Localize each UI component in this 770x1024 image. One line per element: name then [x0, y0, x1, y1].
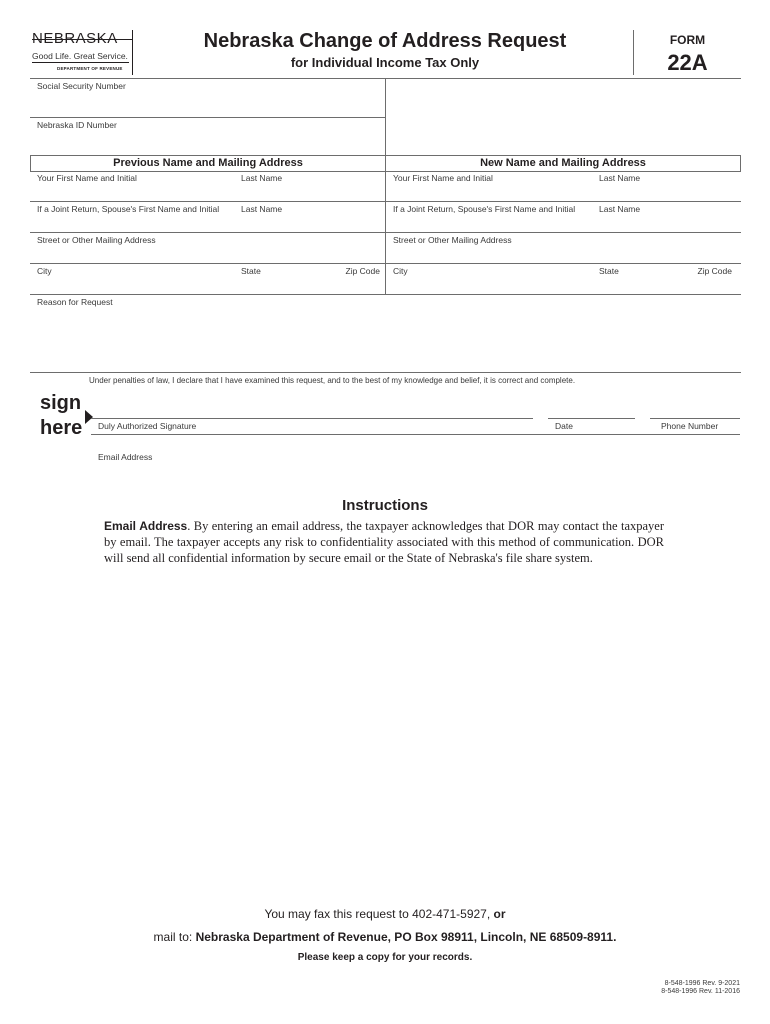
previous-last-name-field[interactable] — [235, 171, 384, 201]
previous-state-field[interactable] — [235, 264, 335, 294]
penalty-statement: Under penalties of law, I declare that I have examined this request, and to the best of my knowledge and belief, it is correct and complete. — [89, 376, 576, 385]
previous-last-name-label: Last Name — [241, 173, 283, 183]
logo-divider — [32, 62, 129, 63]
instructions-title: Instructions — [342, 497, 428, 514]
email-instructions-heading: Email Address — [104, 519, 188, 533]
date-field[interactable] — [548, 392, 635, 419]
mail-prefix: mail to: — [153, 930, 193, 944]
logo-rule — [32, 39, 132, 40]
id-divider — [385, 78, 386, 155]
revision-code-previous: 8-548-1996 Rev. 11-2016 — [661, 988, 740, 995]
new-first-name-label: Your First Name and Initial — [393, 173, 493, 183]
new-city-label: City — [393, 266, 408, 276]
new-city-field[interactable] — [386, 264, 592, 294]
new-state-field[interactable] — [592, 264, 662, 294]
email-instructions-text: . By entering an email address, the taxpayer acknowledges that DOR may contact the taxpayer by email. The taxpayer accepts any risk to confidentiality associated with this method of communication. DOR will send all confidential information by secure email or the State of Nebraska's file share system. — [104, 519, 665, 565]
phone-label: Phone Number — [661, 421, 719, 431]
new-street-label: Street or Other Mailing Address — [393, 235, 512, 245]
new-spouse-first-name-field[interactable] — [386, 202, 592, 232]
previous-city-label: City — [37, 266, 52, 276]
reason-field[interactable] — [30, 295, 740, 371]
signature-field[interactable] — [91, 392, 533, 419]
previous-spouse-last-name-field[interactable] — [235, 202, 384, 232]
reason-label: Reason for Request — [37, 297, 113, 307]
new-spouse-last-name-field[interactable] — [592, 202, 740, 232]
previous-street-field[interactable] — [30, 233, 384, 263]
sign-word: sign — [40, 392, 82, 414]
fax-text: You may fax this request to 402-471-5927, — [264, 907, 491, 921]
previous-first-name-label: Your First Name and Initial — [37, 173, 137, 183]
previous-spouse-first-name-label: If a Joint Return, Spouse's First Name and Initial — [37, 204, 220, 214]
new-spouse-first-name-label: If a Joint Return, Spouse's First Name and Initial — [393, 204, 576, 214]
previous-zip-label: Zip Code — [345, 266, 380, 276]
previous-zip-field[interactable] — [335, 264, 384, 294]
new-street-field[interactable] — [386, 233, 740, 263]
form-label: FORM — [669, 33, 706, 47]
form-number: 22A — [667, 50, 708, 75]
instructions-body — [104, 518, 664, 566]
date-label: Date — [555, 421, 573, 431]
revision-code-current: 8-548-1996 Rev. 9-2021 — [664, 980, 740, 987]
here-word: here — [40, 417, 83, 439]
fax-or: or — [493, 907, 506, 921]
new-last-name-field[interactable] — [592, 171, 740, 201]
new-state-label: State — [599, 266, 619, 276]
logo-tagline: Good Life. Great Service. — [32, 51, 128, 61]
keep-copy-note: Please keep a copy for your records. — [297, 952, 473, 963]
rule — [30, 372, 741, 373]
previous-spouse-last-name-label: Last Name — [241, 204, 283, 214]
previous-address-heading: Previous Name and Mailing Address — [30, 155, 386, 172]
mail-instructions — [0, 930, 770, 944]
new-address-heading: New Name and Mailing Address — [385, 155, 741, 172]
email-label: Email Address — [98, 452, 153, 462]
email-field[interactable] — [91, 434, 740, 451]
previous-spouse-first-name-field[interactable] — [30, 202, 235, 232]
new-first-name-field[interactable] — [386, 171, 592, 201]
previous-street-label: Street or Other Mailing Address — [37, 235, 156, 245]
nebraska-id-field[interactable] — [30, 117, 384, 155]
mail-address: Nebraska Department of Revenue, PO Box 98911, Lincoln, NE 68509-8911. — [195, 930, 617, 944]
page-title: Nebraska Change of Address Request — [203, 30, 567, 52]
nebraska-id-label: Nebraska ID Number — [37, 120, 117, 130]
logo-state-name: NEBRASKA — [32, 30, 118, 47]
signature-label: Duly Authorized Signature — [98, 421, 197, 431]
ssn-label: Social Security Number — [37, 81, 126, 91]
ssn-field[interactable] — [30, 78, 384, 117]
previous-city-field[interactable] — [30, 264, 235, 294]
form-divider — [633, 30, 634, 75]
page-subtitle: for Individual Income Tax Only — [290, 55, 480, 70]
previous-state-label: State — [241, 266, 261, 276]
logo-vertical-rule — [132, 30, 133, 75]
logo-department: DEPARTMENT OF REVENUE — [57, 66, 123, 71]
fax-instructions — [0, 907, 770, 921]
phone-field[interactable] — [650, 392, 740, 419]
new-spouse-last-name-label: Last Name — [599, 204, 641, 214]
new-zip-label: Zip Code — [697, 266, 732, 276]
previous-first-name-field[interactable] — [30, 171, 235, 201]
new-zip-field[interactable] — [662, 264, 740, 294]
new-last-name-label: Last Name — [599, 173, 641, 183]
